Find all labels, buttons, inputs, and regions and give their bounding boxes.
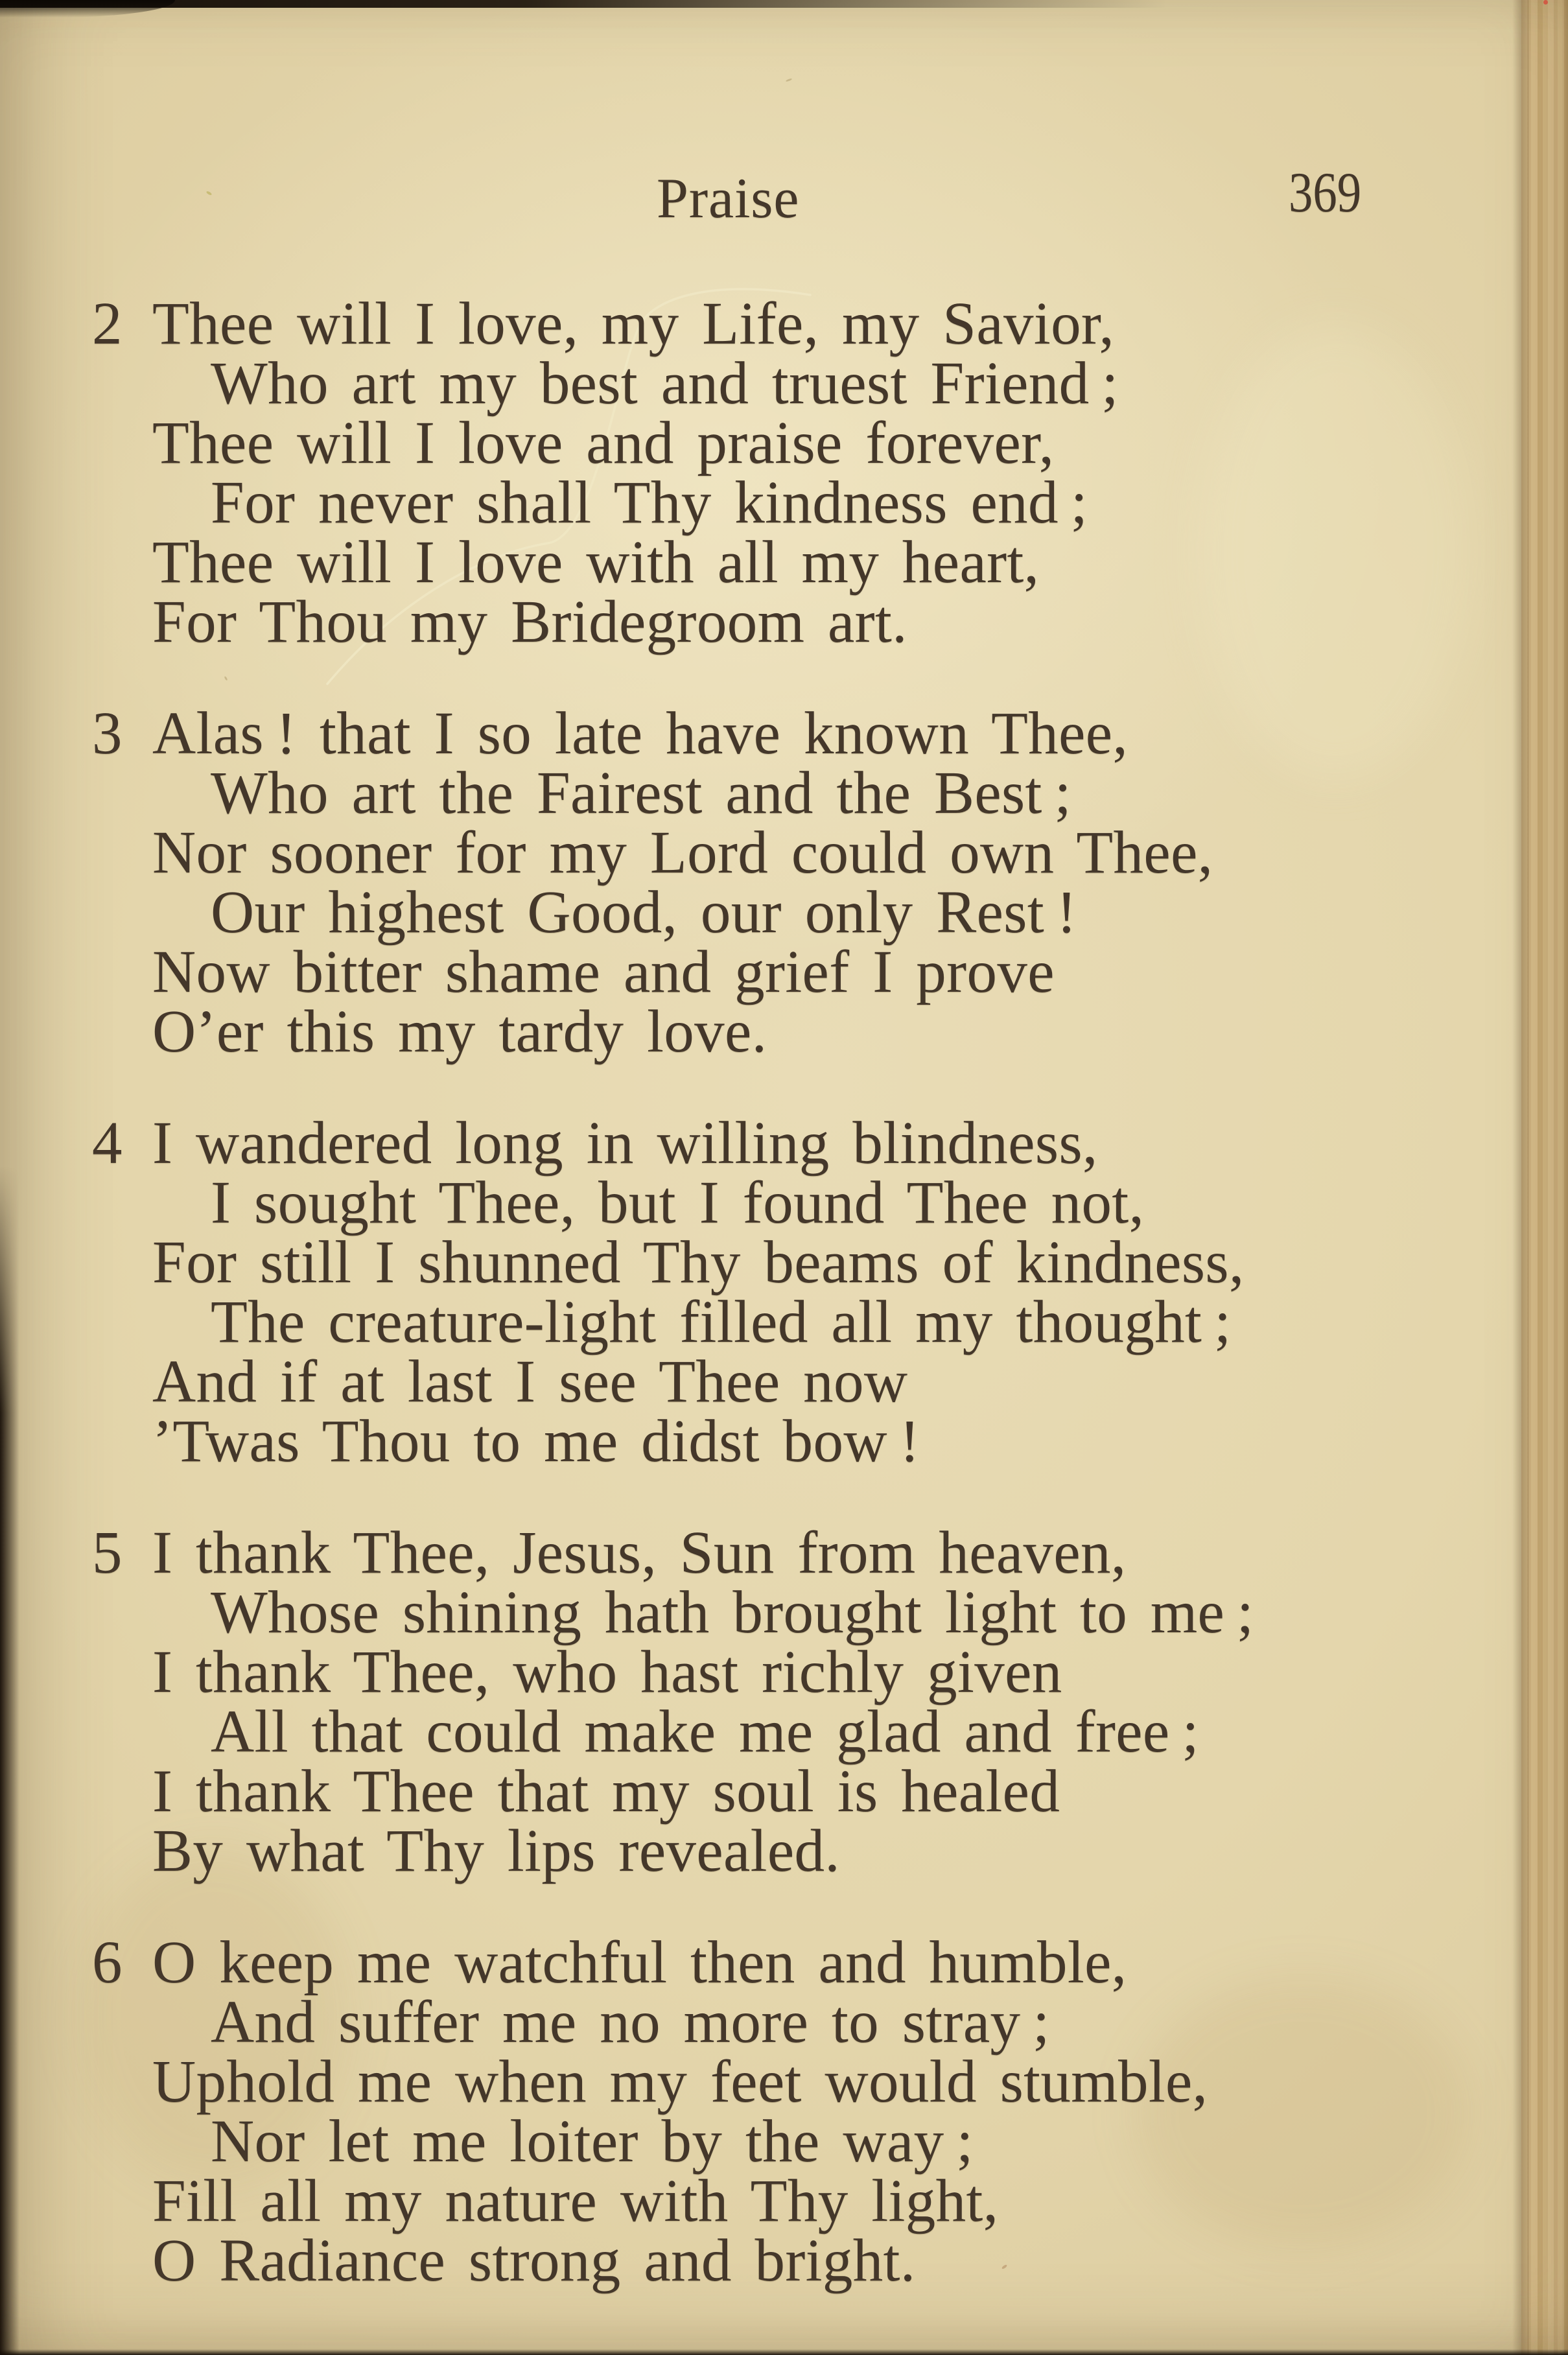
running-head: Praise <box>657 167 800 230</box>
verse-line: Our highest Good, our only Rest ! <box>211 879 1077 946</box>
photo-edge-top-left <box>0 0 175 18</box>
verse-line: For never shall Thy kindness end ; <box>211 469 1088 536</box>
verse-line: Thee will I love and praise forever, <box>152 410 1055 476</box>
verse-line: By what Thy lips revealed. <box>152 1818 841 1884</box>
verse-line: O Radiance strong and bright. <box>152 2227 916 2294</box>
photo-edge-bottom <box>0 2349 1568 2355</box>
verse <box>92 1519 1525 1884</box>
verse-line: All that could make me glad and free ; <box>211 1698 1199 1765</box>
verse-line: Now bitter shame and grief I prove <box>152 939 1055 1005</box>
verse-line: Fill all my nature with Thy light, <box>152 2168 999 2234</box>
book-fore-edge <box>1521 0 1568 2355</box>
verse-line: Nor let me loiter by the way ; <box>211 2108 974 2175</box>
verse-line: O’er this my tardy love. <box>152 998 767 1065</box>
red-edge-specks <box>1543 0 1548 5</box>
verse-line: Thee will I love, my Life, my Savior, <box>152 290 1115 357</box>
verse-line: I thank Thee, Jesus, Sun from heaven, <box>152 1519 1127 1586</box>
hymn-text-block <box>92 290 1525 2343</box>
verse-number: 4 <box>92 1110 123 1177</box>
verse <box>92 700 1525 1065</box>
verse-number: 2 <box>92 290 123 357</box>
verse-line: Nor sooner for my Lord could own Thee, <box>152 819 1213 886</box>
verse-line: Uphold me when my feet would stumble, <box>152 2048 1208 2115</box>
verse-number: 3 <box>92 700 123 767</box>
verse-line: For still I shunned Thy beams of kindness, <box>152 1229 1245 1296</box>
photo-edge-top <box>0 0 1167 8</box>
verse-line: And if at last I see Thee now <box>152 1348 908 1415</box>
photo-edge-left <box>0 1167 19 2355</box>
page-number: 369 <box>1289 161 1362 224</box>
verse-line: I sought Thee, but I found Thee not, <box>211 1169 1145 1236</box>
verse-line: O keep me watchful then and humble, <box>152 1929 1127 1996</box>
verse-line: And suffer me no more to stray ; <box>211 1989 1050 2056</box>
verse-line: Who art my best and truest Friend ; <box>211 350 1119 417</box>
verse-line: For Thou my Bridegroom art. <box>152 589 907 655</box>
verse <box>92 1929 1525 2294</box>
verse-line: ’Twas Thou to me didst bow ! <box>152 1408 920 1475</box>
verse-number: 5 <box>92 1519 123 1586</box>
verse-line: Thee will I love with all my heart, <box>152 529 1040 596</box>
verse-number: 6 <box>92 1929 123 1996</box>
verse-line: I wandered long in willing blindness, <box>152 1110 1098 1177</box>
verse-line: I thank Thee, who hast richly given <box>152 1639 1062 1705</box>
verse-line: Alas ! that I so late have known Thee, <box>152 700 1129 767</box>
verse <box>92 1110 1525 1475</box>
verse-line: Whose shining hath brought light to me ; <box>211 1579 1254 1646</box>
paper-speck <box>786 78 792 82</box>
verse <box>92 290 1525 655</box>
verse-line: I thank Thee that my soul is healed <box>152 1758 1060 1825</box>
verse-line: The creature-light filled all my thought ; <box>211 1289 1232 1355</box>
verse-line: Who art the Fairest and the Best ; <box>211 760 1071 826</box>
paper-speck <box>206 191 213 196</box>
